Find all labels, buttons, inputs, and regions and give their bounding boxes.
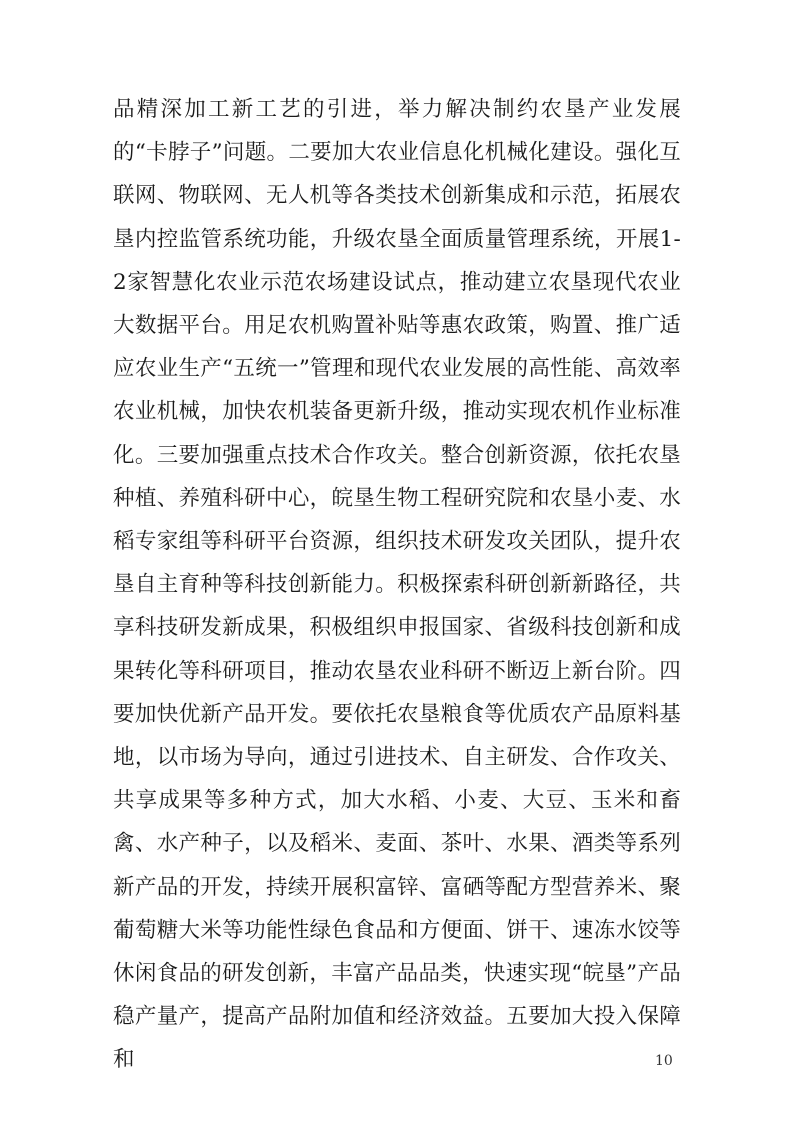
page-number: 10 bbox=[655, 1053, 673, 1069]
paragraph-text: 品精深加工新工艺的引进，举力解决制约农垦产业发展的“卡脖子”问题。二要加大农业信息化机械化建设。强化互联网、物联网、无人机等各类技术创新集成和示范，拓展农垦内控监管系统功能，升级农垦全面质量管理系统，开展1-2家智慧化农业示范农场建设试点，推动建立农垦现代农业大数据平台。用足农机购置补贴等惠农政策，购置、推广适应农业生产“五统一”管理和现代农业发展的高性能、高效率农业机械，加快农机装备更新升级，推动实现农机作业标准化。三要加强重点技术合作攻关。整合创新资源，依托农垦种植、养殖科研中心，皖垦生物工程研究院和农垦小麦、水稻专家组等科研平台资源，组织技术研发攻关团队，提升农垦自主育种等科技创新能力。积极探索科研创新新路径，共享科技研发新成果，积极组织申报国家、省级科技创新和成果转化等科研项目，推动农垦农业科研不断迈上新台阶。四要加快优新产品开发。要依托农垦粮食等优质农产品原料基地，以市场为导向，通过引进技术、自主研发、合作攻关、共享成果等多种方式，加大水稻、小麦、大豆、玉米和畜禽、水产种子，以及稻米、麦面、茶叶、水果、酒类等系列新产品的开发，持续开展积富锌、富硒等配方型营养米、聚葡萄糖大米等功能性绿色食品和方便面、饼干、速冻水饺等休闲食品的研发创新，丰富产品品类，快速实现“皖垦”产品稳产量产，提高产品附加值和经济效益。五要加大投入保障和 bbox=[113, 97, 681, 1073]
document-body-paragraph bbox=[113, 88, 681, 1082]
